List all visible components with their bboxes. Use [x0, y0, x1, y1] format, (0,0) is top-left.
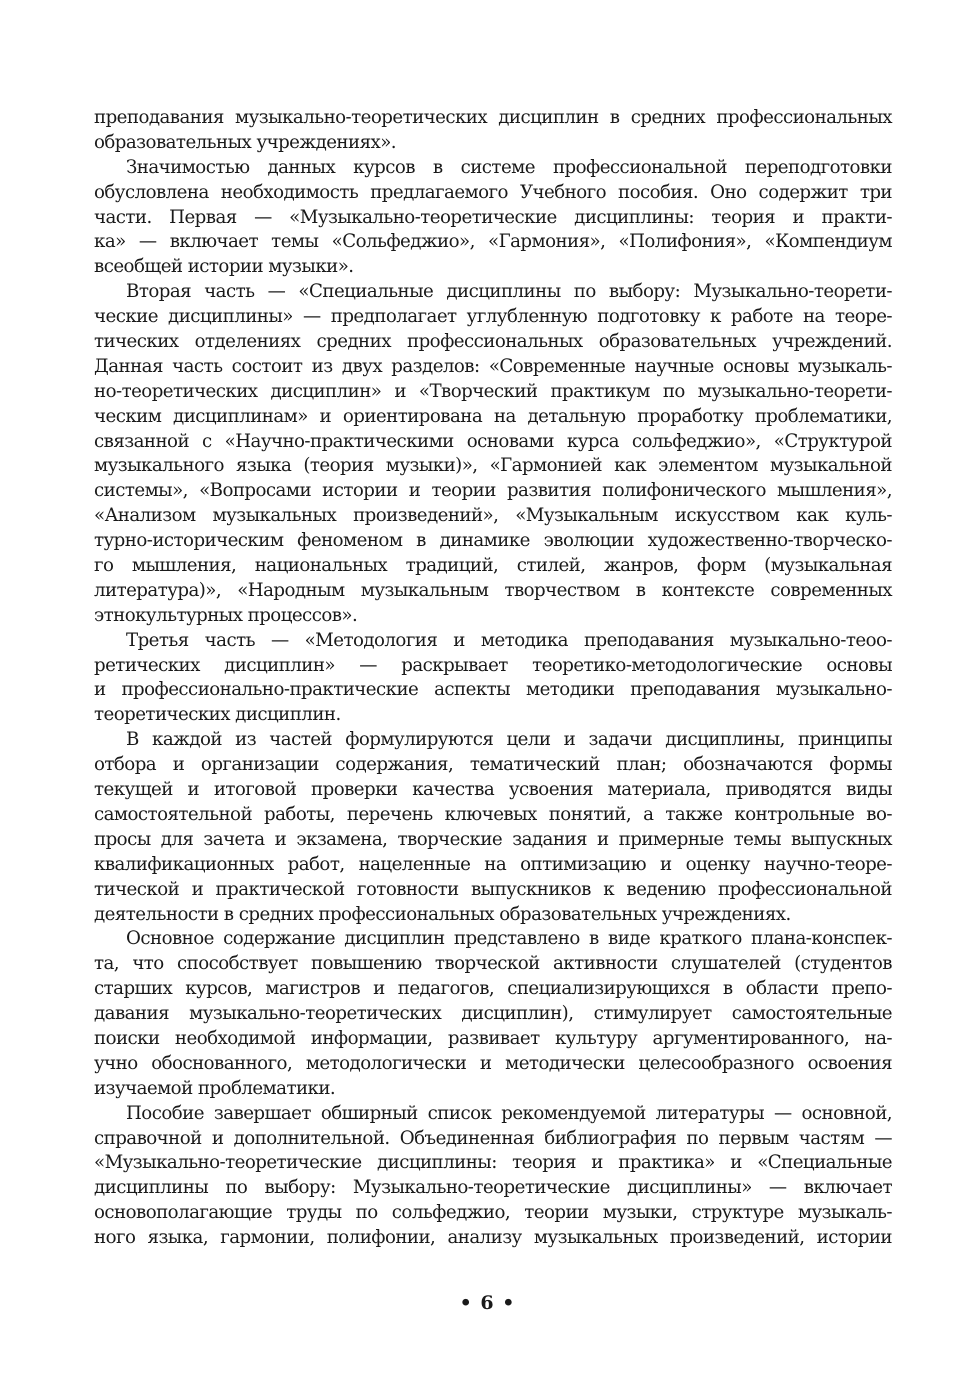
- text-line: квалификационных работ, нацеленные на оптимизацию и оценку научно-теоре-: [94, 853, 892, 875]
- text-line: Третья часть — «Методология и методика преподавания музыкально-теоо-: [126, 629, 892, 651]
- text-line: просы для зачета и экзамена, творческие задания и примерные темы выпускных: [94, 828, 892, 850]
- text-line: системы», «Вопросами истории и теории развития полифонического мышления»,: [94, 480, 892, 502]
- text-line: ного языка, гармонии, полифонии, анализу музыкальных произведений, истории: [94, 1227, 892, 1249]
- text-line: «Музыкально-теоретические дисциплины: теория и практика» и «Специальные: [94, 1152, 892, 1174]
- text-line: Данная часть состоит из двух разделов: «Современные научные основы музыкаль-: [94, 355, 892, 377]
- text-line: та, что способствует повышению творческой активности слушателей (студентов: [94, 953, 892, 975]
- text-line: этнокультурных процессов».: [94, 604, 358, 626]
- text-line: старших курсов, магистров и педагогов, специализирующихся в области препо-: [94, 978, 892, 1000]
- text-line: и профессионально-практические аспекты методики преподавания музыкально-: [94, 679, 892, 701]
- text-line: изучаемой проблематики.: [94, 1077, 336, 1099]
- text-line: отбора и организации содержания, тематический план; обозначаются формы: [94, 754, 892, 776]
- text-line: давания музыкально-теоретических дисциплин), стимулирует самостоятельные: [94, 1003, 892, 1025]
- text-line: справочной и дополнительной. Объединенная библиография по первым частям —: [94, 1127, 892, 1149]
- text-line: обусловлена необходимость предлагаемого Учебного пособия. Оно содержит три: [94, 181, 892, 203]
- text-line: части. Первая — «Музыкально-теоретические дисциплины: теория и практи-: [94, 206, 892, 228]
- page-body: [94, 106, 892, 1251]
- text-line: Пособие завершает обширный список рекомендуемой литературы — основной,: [126, 1102, 892, 1124]
- text-line: всеобщей истории музыки».: [94, 256, 354, 278]
- text-line: музыкального языка (теория музыки)», «Гармонией как элементом музыкальной: [94, 455, 892, 477]
- text-line: турно-историческим феноменом в динамике эволюции художественно-творческо-: [94, 530, 892, 552]
- text-line: тической и практической готовности выпускников к ведению профессиональной: [94, 878, 892, 900]
- text-line: связанной с «Научно-практическими основами курса сольфеджио», «Структурой: [94, 430, 892, 452]
- text-line: «Анализом музыкальных произведений», «Музыкальным искусством как куль-: [94, 505, 892, 527]
- text-line: дисциплины по выбору: Музыкально-теоретические дисциплины» — включает: [94, 1177, 892, 1199]
- text-line: го мышления, национальных традиций, стилей, жанров, форм (музыкальная: [94, 555, 892, 577]
- text-line: Значимостью данных курсов в системе профессиональной переподготовки: [126, 156, 892, 178]
- text-line: текущей и итоговой проверки качества усвоения материала, приводятся виды: [94, 779, 892, 801]
- text-line: тических отделениях средних профессиональных образовательных учреждений.: [94, 331, 892, 353]
- text-line: учно обоснованного, методологически и методически целесообразного освоения: [94, 1052, 892, 1074]
- page-number: • 6 •: [459, 1292, 516, 1314]
- text-line: поиски необходимой информации, развивает культуру аргументированного, на-: [94, 1027, 892, 1049]
- text-line: деятельности в средних профессиональных образовательных учреждениях.: [94, 903, 791, 925]
- text-line: ческим дисциплинам» и ориентирована на детальную проработку проблематики,: [94, 405, 892, 427]
- text-line: ретических дисциплин» — раскрывает теоретико-методологические основы: [94, 654, 892, 676]
- text-line: В каждой из частей формулируются цели и задачи дисциплины, принципы: [126, 729, 892, 751]
- text-line: литература)», «Народным музыкальным творчеством в контексте современных: [94, 579, 892, 601]
- text-line: Вторая часть — «Специальные дисциплины по выбору: Музыкально-теорети-: [126, 281, 892, 303]
- text-line: преподавания музыкально-теоретических дисциплин в средних профессиональных: [94, 107, 892, 128]
- text-line: но-теоретических дисциплин» и «Творческий практикум по музыкально-теорети-: [94, 380, 892, 402]
- text-line: самостоятельной работы, перечень ключевых понятий, а также контрольные во-: [94, 803, 892, 825]
- text-line: ка» — включает темы «Сольфеджио», «Гармония», «Полифония», «Компендиум: [94, 231, 892, 253]
- text-line: образовательных учреждениях».: [94, 131, 397, 153]
- text-line: теоретических дисциплин.: [94, 704, 341, 726]
- text-line: ческие дисциплины» — предполагает углубленную подготовку к работе на теоре-: [94, 306, 892, 328]
- text-line: основополагающие труды по сольфеджио, теории музыки, структуре музыкаль-: [94, 1202, 892, 1224]
- text-line: Основное содержание дисциплин представлено в виде краткого плана-конспек-: [126, 928, 892, 950]
